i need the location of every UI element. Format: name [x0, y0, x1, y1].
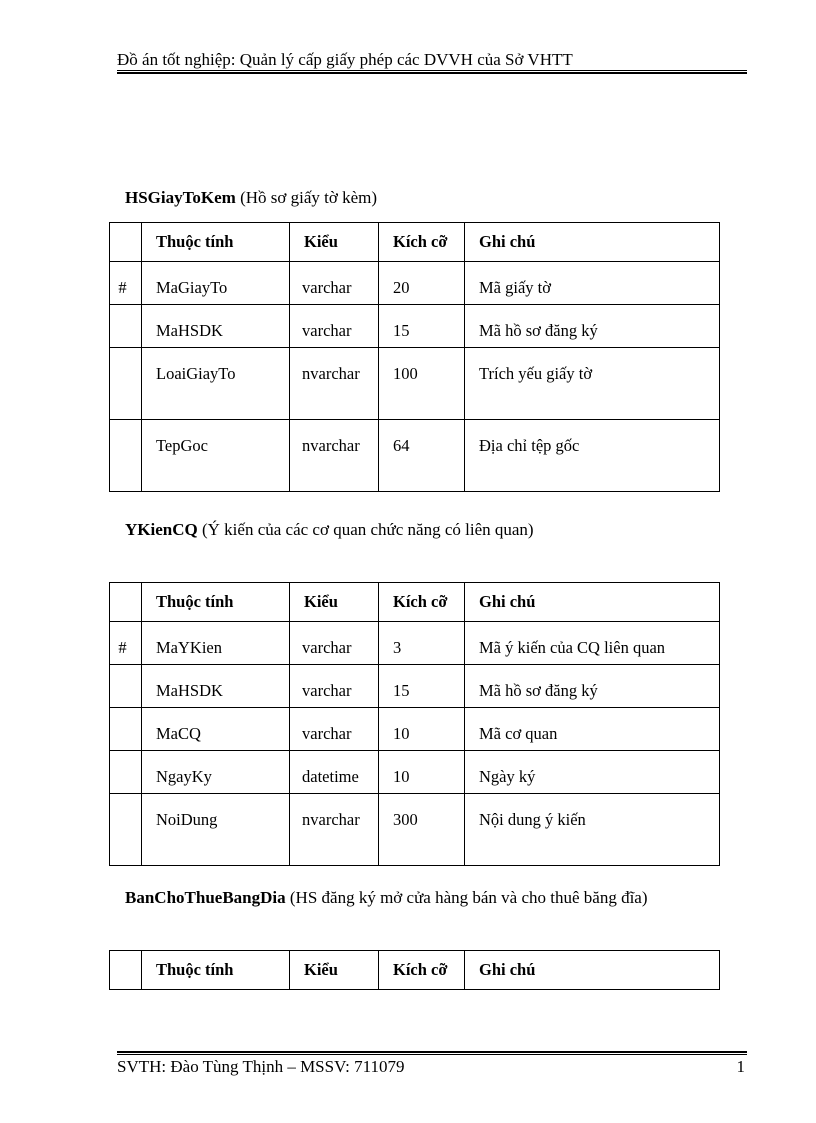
table-row [110, 305, 720, 348]
table-banchothuebangdia [109, 950, 720, 990]
type-cell: nvarchar [290, 794, 379, 866]
table-row [110, 794, 720, 866]
note-cell: Địa chỉ tệp gốc [465, 420, 720, 492]
attribute-cell: NgayKy [142, 751, 290, 794]
table-header-row [110, 223, 720, 262]
footer-rule-thin [117, 1054, 747, 1055]
header-size: Kích cỡ [379, 583, 465, 622]
size-cell: 100 [379, 348, 465, 420]
page-number: 1 [736, 1057, 745, 1076]
table-row [110, 348, 720, 420]
key-cell [110, 348, 142, 420]
key-cell [110, 708, 142, 751]
header-size: Kích cỡ [379, 223, 465, 262]
header-rule-thin [117, 70, 747, 71]
note-cell: Mã giấy tờ [465, 262, 720, 305]
type-cell: nvarchar [290, 348, 379, 420]
note-cell: Mã hồ sơ đăng ký [465, 305, 720, 348]
header-key [110, 223, 142, 262]
note-cell: Trích yếu giấy tờ [465, 348, 720, 420]
key-cell: # [110, 622, 142, 665]
attribute-cell: MaYKien [142, 622, 290, 665]
table-ykiencq [109, 582, 720, 866]
header-attribute: Thuộc tính [142, 223, 290, 262]
table-description: (HS đăng ký mở cửa hàng bán và cho thuê băng đĩa) [285, 888, 648, 907]
attribute-cell: TepGoc [142, 420, 290, 492]
header-key [110, 951, 142, 990]
header-attribute: Thuộc tính [142, 951, 290, 990]
table-row [110, 665, 720, 708]
size-cell: 10 [379, 708, 465, 751]
table-row [110, 262, 720, 305]
page-footer [117, 1057, 747, 1077]
size-cell: 15 [379, 305, 465, 348]
table-row [110, 622, 720, 665]
type-cell: varchar [290, 622, 379, 665]
table-description: (Hồ sơ giấy tờ kèm) [235, 188, 378, 207]
key-cell: # [110, 262, 142, 305]
header-note: Ghi chú [465, 223, 720, 262]
table-header-row [110, 951, 720, 990]
size-cell: 15 [379, 665, 465, 708]
header-note: Ghi chú [465, 583, 720, 622]
footer-rule-thick [117, 1051, 747, 1053]
table-header-row [110, 583, 720, 622]
note-cell: Mã hồ sơ đăng ký [465, 665, 720, 708]
type-cell: varchar [290, 305, 379, 348]
type-cell: varchar [290, 708, 379, 751]
type-cell: varchar [290, 262, 379, 305]
table-hsgiaytokem [109, 222, 720, 492]
header-type: Kiểu [290, 583, 379, 622]
type-cell: datetime [290, 751, 379, 794]
header-key [110, 583, 142, 622]
header-type: Kiểu [290, 951, 379, 990]
page-header: Đồ án tốt nghiệp: Quản lý cấp giấy phép các DVVH của Sở VHTT [117, 50, 573, 69]
header-note: Ghi chú [465, 951, 720, 990]
attribute-cell: NoiDung [142, 794, 290, 866]
table-name: BanChoThueBangDia [125, 888, 286, 907]
note-cell: Nội dung ý kiến [465, 794, 720, 866]
header-type: Kiểu [290, 223, 379, 262]
section-title-ykiencq [125, 520, 534, 540]
table-row [110, 708, 720, 751]
type-cell: varchar [290, 665, 379, 708]
size-cell: 10 [379, 751, 465, 794]
table-name: YKienCQ [125, 520, 198, 539]
section-title-banchothuebangdia [125, 888, 648, 908]
table-description: (Ý kiến của các cơ quan chức năng có liên quan) [197, 520, 534, 539]
attribute-cell: MaCQ [142, 708, 290, 751]
section-title-hsgiaytokem [125, 188, 377, 208]
type-cell: nvarchar [290, 420, 379, 492]
attribute-cell: MaGiayTo [142, 262, 290, 305]
attribute-cell: MaHSDK [142, 305, 290, 348]
note-cell: Mã cơ quan [465, 708, 720, 751]
key-cell [110, 794, 142, 866]
size-cell: 64 [379, 420, 465, 492]
table-row [110, 420, 720, 492]
attribute-cell: LoaiGiayTo [142, 348, 290, 420]
size-cell: 3 [379, 622, 465, 665]
attribute-cell: MaHSDK [142, 665, 290, 708]
key-cell [110, 305, 142, 348]
table-name: HSGiayToKem [125, 188, 236, 207]
size-cell: 300 [379, 794, 465, 866]
header-size: Kích cỡ [379, 951, 465, 990]
footer-author: SVTH: Đào Tùng Thịnh – MSSV: 711079 [117, 1057, 405, 1076]
key-cell [110, 751, 142, 794]
header-rule-thick [117, 72, 747, 74]
note-cell: Ngày ký [465, 751, 720, 794]
header-attribute: Thuộc tính [142, 583, 290, 622]
table-row [110, 751, 720, 794]
key-cell [110, 420, 142, 492]
size-cell: 20 [379, 262, 465, 305]
note-cell: Mã ý kiến của CQ liên quan [465, 622, 720, 665]
key-cell [110, 665, 142, 708]
